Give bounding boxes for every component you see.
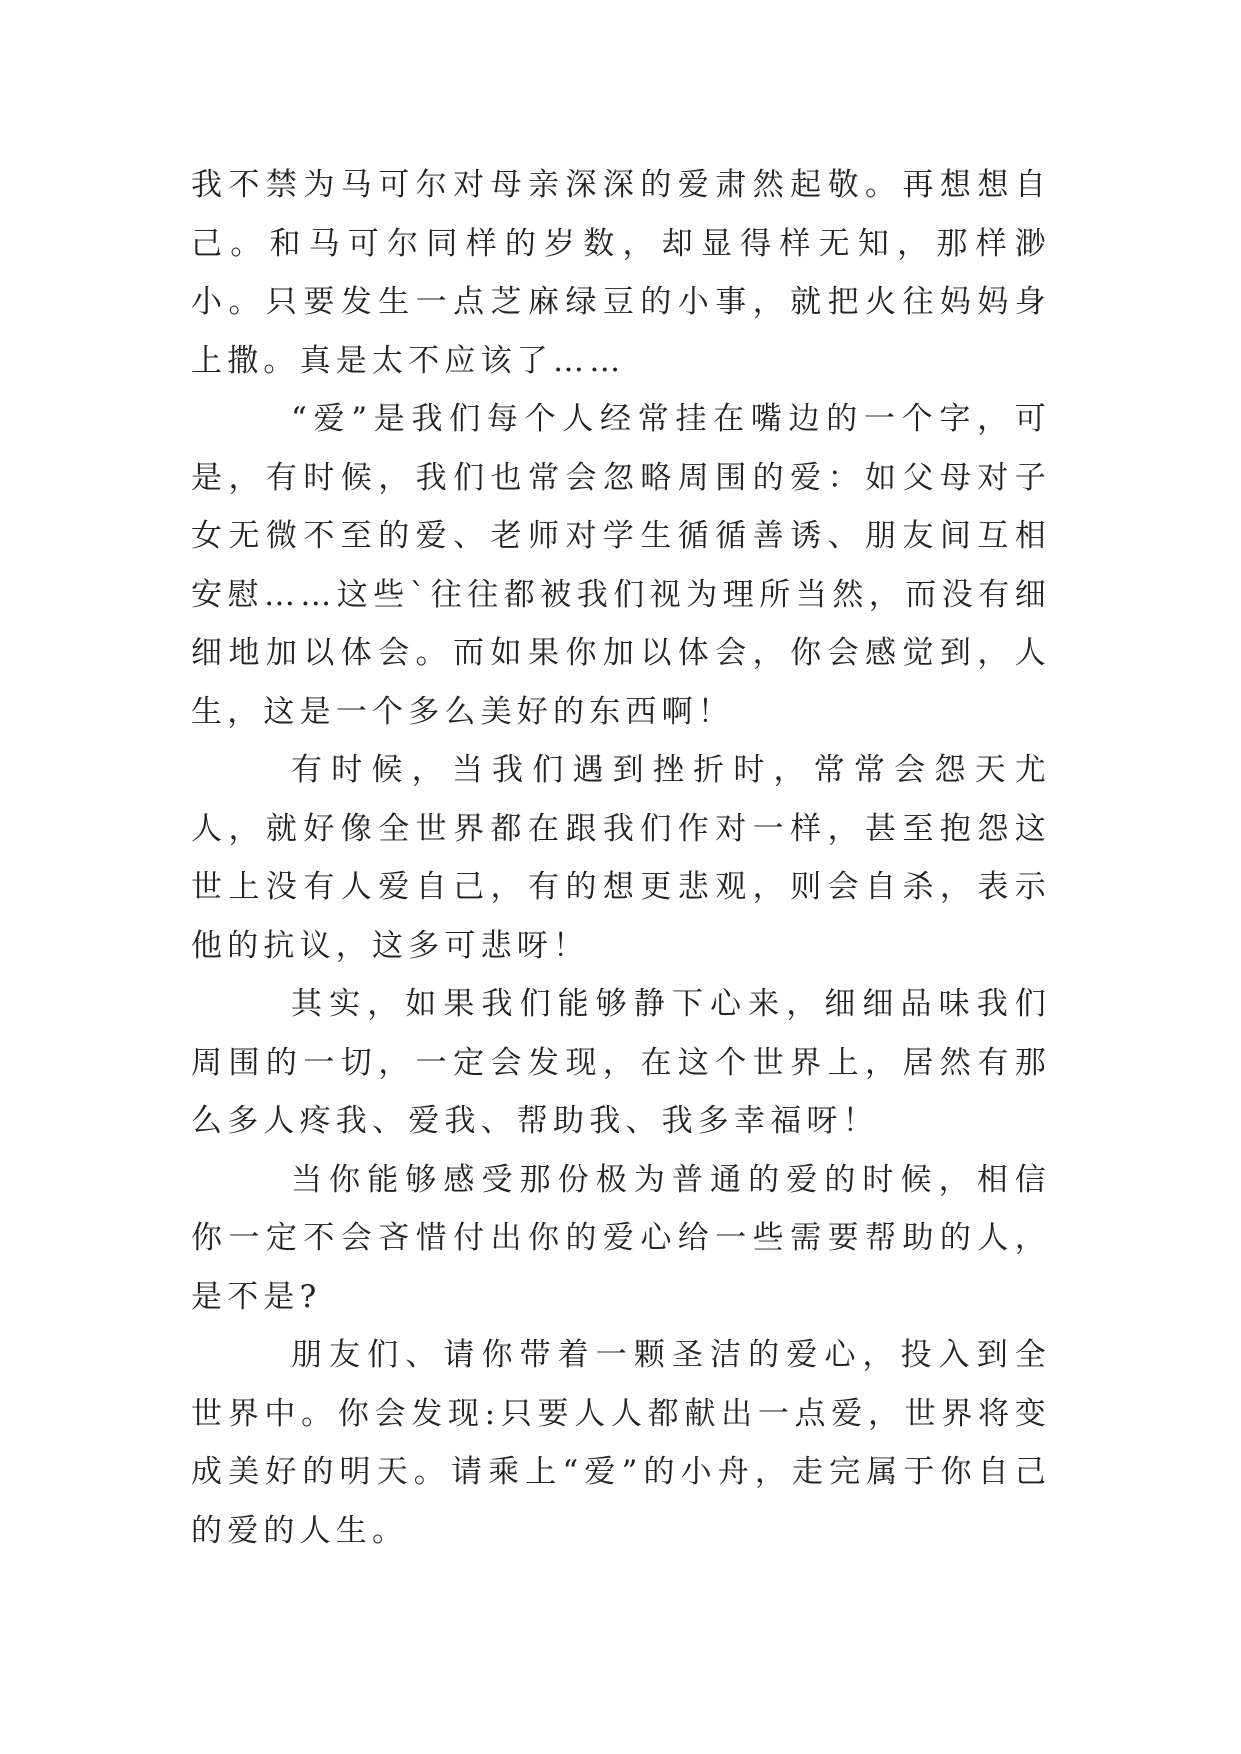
paragraph-5: 当你能够感受那份极为普通的爱的时候，相信你一定不会吝惜付出你的爱心给一些需要帮助的人，是不是? xyxy=(191,1161,1051,1315)
document-body xyxy=(191,156,1051,1560)
paragraph-6: 朋友们、请你带着一颗圣洁的爱心，投入到全世界中。你会发现:只要人人都献出一点爱，世界将变成美好的明天。请乘上“爱”的小舟，走完属于你自己的爱的人生。 xyxy=(191,1337,1051,1549)
paragraph-2: “爱”是我们每个人经常挂在嘴边的一个字，可是，有时候，我们也常会忽略周围的爱：如父母对子女无微不至的爱、老师对学生循循善诱、朋友间互相安慰……这些`往往都被我们视为理所当然，而没有细细地加以体会。而如果你加以体会，你会感觉到，人生，这是一个多么美好的东西啊！ xyxy=(191,401,1051,730)
paragraph-3: 有时候，当我们遇到挫折时，常常会怨天尤人，就好像全世界都在跟我们作对一样，甚至抱怨这世上没有人爱自己，有的想更悲观，则会自杀，表示他的抗议，这多可悲呀！ xyxy=(191,752,1051,964)
paragraph-1: 我不禁为马可尔对母亲深深的爱肃然起敬。再想想自己。和马可尔同样的岁数，却显得样无知，那样渺小。只要发生一点芝麻绿豆的小事，就把火往妈妈身上撒。真是太不应该了…… xyxy=(191,167,1051,379)
paragraph-4: 其实，如果我们能够静下心来，细细品味我们周围的一切，一定会发现，在这个世界上，居然有那么多人疼我、爱我、帮助我、我多幸福呀！ xyxy=(191,986,1051,1139)
